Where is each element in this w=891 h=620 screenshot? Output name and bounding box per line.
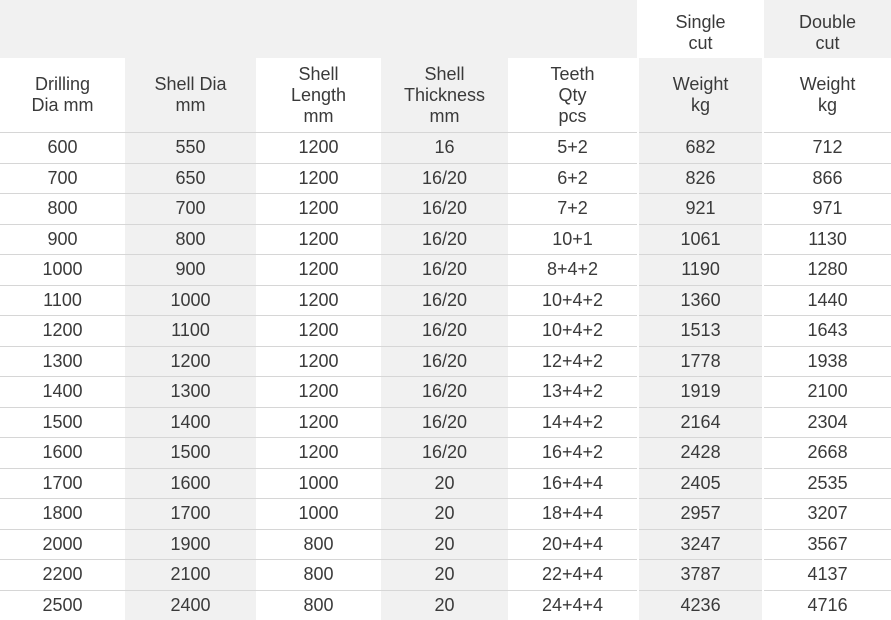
col-header-line: mm bbox=[256, 106, 381, 127]
cell-shell-length: 1000 bbox=[256, 499, 381, 530]
cell-shell-dia: 2400 bbox=[125, 590, 256, 620]
cell-double-weight: 4716 bbox=[763, 590, 891, 620]
cell-shell-dia: 2100 bbox=[125, 560, 256, 591]
cell-drilling-dia: 1800 bbox=[0, 499, 125, 530]
cell-shell-length: 1200 bbox=[256, 255, 381, 286]
cell-shell-thickness: 16/20 bbox=[381, 316, 508, 347]
cell-single-weight: 1778 bbox=[638, 346, 763, 377]
col-header-line: Thickness bbox=[381, 85, 508, 106]
cell-teeth-qty: 18+4+4 bbox=[508, 499, 638, 530]
cell-shell-thickness: 16 bbox=[381, 133, 508, 164]
cell-double-weight: 2304 bbox=[763, 407, 891, 438]
cell-shell-thickness: 16/20 bbox=[381, 438, 508, 469]
cell-shell-thickness: 16/20 bbox=[381, 194, 508, 225]
header-group-blank bbox=[0, 0, 638, 58]
table-row bbox=[0, 377, 891, 408]
cell-shell-dia: 1900 bbox=[125, 529, 256, 560]
cell-teeth-qty: 20+4+4 bbox=[508, 529, 638, 560]
cell-shell-thickness: 20 bbox=[381, 590, 508, 620]
cell-drilling-dia: 800 bbox=[0, 194, 125, 225]
cell-single-weight: 2405 bbox=[638, 468, 763, 499]
cell-shell-dia: 1700 bbox=[125, 499, 256, 530]
cell-teeth-qty: 22+4+4 bbox=[508, 560, 638, 591]
cell-shell-length: 1000 bbox=[256, 468, 381, 499]
header-group-double-cut bbox=[763, 0, 891, 58]
cell-shell-thickness: 20 bbox=[381, 468, 508, 499]
cell-double-weight: 1643 bbox=[763, 316, 891, 347]
col-header-line: Shell bbox=[381, 64, 508, 85]
cell-double-weight: 712 bbox=[763, 133, 891, 164]
col-header-shell-dia bbox=[125, 58, 256, 133]
cell-shell-dia: 1200 bbox=[125, 346, 256, 377]
cell-drilling-dia: 1700 bbox=[0, 468, 125, 499]
col-header-line: Length bbox=[256, 85, 381, 106]
col-header-teeth-qty bbox=[508, 58, 638, 133]
cell-drilling-dia: 700 bbox=[0, 163, 125, 194]
col-header-line: Shell Dia bbox=[125, 74, 256, 95]
table-row bbox=[0, 224, 891, 255]
col-header-line: Drilling bbox=[0, 74, 125, 95]
header-column-row bbox=[0, 58, 891, 133]
table-row bbox=[0, 163, 891, 194]
cell-shell-dia: 800 bbox=[125, 224, 256, 255]
cell-single-weight: 1513 bbox=[638, 316, 763, 347]
col-header-line: Shell bbox=[256, 64, 381, 85]
col-header-shell-thickness bbox=[381, 58, 508, 133]
cell-double-weight: 971 bbox=[763, 194, 891, 225]
cell-teeth-qty: 13+4+2 bbox=[508, 377, 638, 408]
cell-double-weight: 1440 bbox=[763, 285, 891, 316]
cell-shell-dia: 900 bbox=[125, 255, 256, 286]
cell-shell-thickness: 16/20 bbox=[381, 224, 508, 255]
cell-single-weight: 3247 bbox=[638, 529, 763, 560]
table-row bbox=[0, 529, 891, 560]
cell-shell-thickness: 16/20 bbox=[381, 163, 508, 194]
table-row bbox=[0, 438, 891, 469]
cell-shell-length: 1200 bbox=[256, 163, 381, 194]
cell-double-weight: 3207 bbox=[763, 499, 891, 530]
cell-shell-length: 1200 bbox=[256, 438, 381, 469]
cell-shell-thickness: 16/20 bbox=[381, 285, 508, 316]
cell-shell-length: 1200 bbox=[256, 377, 381, 408]
table-row bbox=[0, 285, 891, 316]
table-row bbox=[0, 468, 891, 499]
table-row bbox=[0, 316, 891, 347]
cell-single-weight: 826 bbox=[638, 163, 763, 194]
cell-shell-dia: 550 bbox=[125, 133, 256, 164]
cell-shell-length: 1200 bbox=[256, 224, 381, 255]
cell-single-weight: 2428 bbox=[638, 438, 763, 469]
cell-double-weight: 2668 bbox=[763, 438, 891, 469]
table-row bbox=[0, 255, 891, 286]
cell-drilling-dia: 1300 bbox=[0, 346, 125, 377]
single-cut-line-2: cut bbox=[639, 33, 762, 54]
cell-drilling-dia: 1100 bbox=[0, 285, 125, 316]
table-row bbox=[0, 346, 891, 377]
cell-double-weight: 2535 bbox=[763, 468, 891, 499]
cell-drilling-dia: 1200 bbox=[0, 316, 125, 347]
cell-single-weight: 2957 bbox=[638, 499, 763, 530]
cell-shell-length: 800 bbox=[256, 529, 381, 560]
col-header-double-weight bbox=[763, 58, 891, 133]
cell-shell-dia: 1000 bbox=[125, 285, 256, 316]
header-group-row bbox=[0, 0, 891, 58]
table-row bbox=[0, 407, 891, 438]
table-row bbox=[0, 194, 891, 225]
table-row bbox=[0, 133, 891, 164]
cell-shell-thickness: 16/20 bbox=[381, 377, 508, 408]
cell-teeth-qty: 6+2 bbox=[508, 163, 638, 194]
cell-single-weight: 1190 bbox=[638, 255, 763, 286]
col-header-line: mm bbox=[381, 106, 508, 127]
cell-teeth-qty: 14+4+2 bbox=[508, 407, 638, 438]
cell-drilling-dia: 900 bbox=[0, 224, 125, 255]
col-header-line: Dia mm bbox=[0, 95, 125, 116]
cell-drilling-dia: 2200 bbox=[0, 560, 125, 591]
cell-shell-length: 1200 bbox=[256, 346, 381, 377]
cell-shell-thickness: 20 bbox=[381, 499, 508, 530]
cell-single-weight: 3787 bbox=[638, 560, 763, 591]
col-header-line: Qty bbox=[508, 85, 637, 106]
cell-shell-dia: 1300 bbox=[125, 377, 256, 408]
cell-single-weight: 4236 bbox=[638, 590, 763, 620]
cell-shell-length: 800 bbox=[256, 590, 381, 620]
cell-double-weight: 2100 bbox=[763, 377, 891, 408]
cell-shell-thickness: 16/20 bbox=[381, 255, 508, 286]
col-header-line: kg bbox=[764, 95, 891, 116]
col-header-line: Weight bbox=[639, 74, 762, 95]
cell-shell-dia: 1600 bbox=[125, 468, 256, 499]
cell-shell-thickness: 20 bbox=[381, 529, 508, 560]
single-cut-line-1: Single bbox=[639, 12, 762, 33]
cell-teeth-qty: 10+4+2 bbox=[508, 316, 638, 347]
table-row bbox=[0, 590, 891, 620]
cell-teeth-qty: 7+2 bbox=[508, 194, 638, 225]
double-cut-line-2: cut bbox=[764, 33, 891, 54]
cell-shell-dia: 700 bbox=[125, 194, 256, 225]
cell-single-weight: 921 bbox=[638, 194, 763, 225]
cell-teeth-qty: 5+2 bbox=[508, 133, 638, 164]
col-header-line: Teeth bbox=[508, 64, 637, 85]
col-header-line: kg bbox=[639, 95, 762, 116]
col-header-single-weight bbox=[638, 58, 763, 133]
cell-shell-length: 800 bbox=[256, 560, 381, 591]
col-header-shell-length bbox=[256, 58, 381, 133]
cell-shell-dia: 1400 bbox=[125, 407, 256, 438]
cell-double-weight: 1130 bbox=[763, 224, 891, 255]
cell-double-weight: 4137 bbox=[763, 560, 891, 591]
cell-double-weight: 3567 bbox=[763, 529, 891, 560]
cell-single-weight: 1061 bbox=[638, 224, 763, 255]
cell-shell-length: 1200 bbox=[256, 194, 381, 225]
cell-teeth-qty: 8+4+2 bbox=[508, 255, 638, 286]
cell-single-weight: 1360 bbox=[638, 285, 763, 316]
cell-single-weight: 1919 bbox=[638, 377, 763, 408]
cell-teeth-qty: 16+4+2 bbox=[508, 438, 638, 469]
cell-drilling-dia: 1500 bbox=[0, 407, 125, 438]
cell-double-weight: 1938 bbox=[763, 346, 891, 377]
cell-double-weight: 866 bbox=[763, 163, 891, 194]
table-body bbox=[0, 133, 891, 620]
double-cut-line-1: Double bbox=[764, 12, 891, 33]
cell-teeth-qty: 16+4+4 bbox=[508, 468, 638, 499]
cell-double-weight: 1280 bbox=[763, 255, 891, 286]
header-group-single-cut bbox=[638, 0, 763, 58]
cell-drilling-dia: 600 bbox=[0, 133, 125, 164]
cell-shell-length: 1200 bbox=[256, 285, 381, 316]
cell-teeth-qty: 12+4+2 bbox=[508, 346, 638, 377]
cell-teeth-qty: 24+4+4 bbox=[508, 590, 638, 620]
cell-drilling-dia: 2000 bbox=[0, 529, 125, 560]
cell-drilling-dia: 1600 bbox=[0, 438, 125, 469]
cell-single-weight: 682 bbox=[638, 133, 763, 164]
table-row bbox=[0, 499, 891, 530]
cell-shell-dia: 650 bbox=[125, 163, 256, 194]
table-row bbox=[0, 560, 891, 591]
cell-drilling-dia: 1000 bbox=[0, 255, 125, 286]
cell-teeth-qty: 10+4+2 bbox=[508, 285, 638, 316]
cell-shell-dia: 1100 bbox=[125, 316, 256, 347]
col-header-drilling-dia bbox=[0, 58, 125, 133]
cell-shell-thickness: 16/20 bbox=[381, 407, 508, 438]
cell-shell-dia: 1500 bbox=[125, 438, 256, 469]
cell-shell-thickness: 20 bbox=[381, 560, 508, 591]
cell-single-weight: 2164 bbox=[638, 407, 763, 438]
cell-drilling-dia: 2500 bbox=[0, 590, 125, 620]
cell-shell-length: 1200 bbox=[256, 407, 381, 438]
col-header-line: Weight bbox=[764, 74, 891, 95]
col-header-line: pcs bbox=[508, 106, 637, 127]
cell-shell-length: 1200 bbox=[256, 133, 381, 164]
cell-drilling-dia: 1400 bbox=[0, 377, 125, 408]
cell-shell-length: 1200 bbox=[256, 316, 381, 347]
col-header-line: mm bbox=[125, 95, 256, 116]
cell-teeth-qty: 10+1 bbox=[508, 224, 638, 255]
cell-shell-thickness: 16/20 bbox=[381, 346, 508, 377]
